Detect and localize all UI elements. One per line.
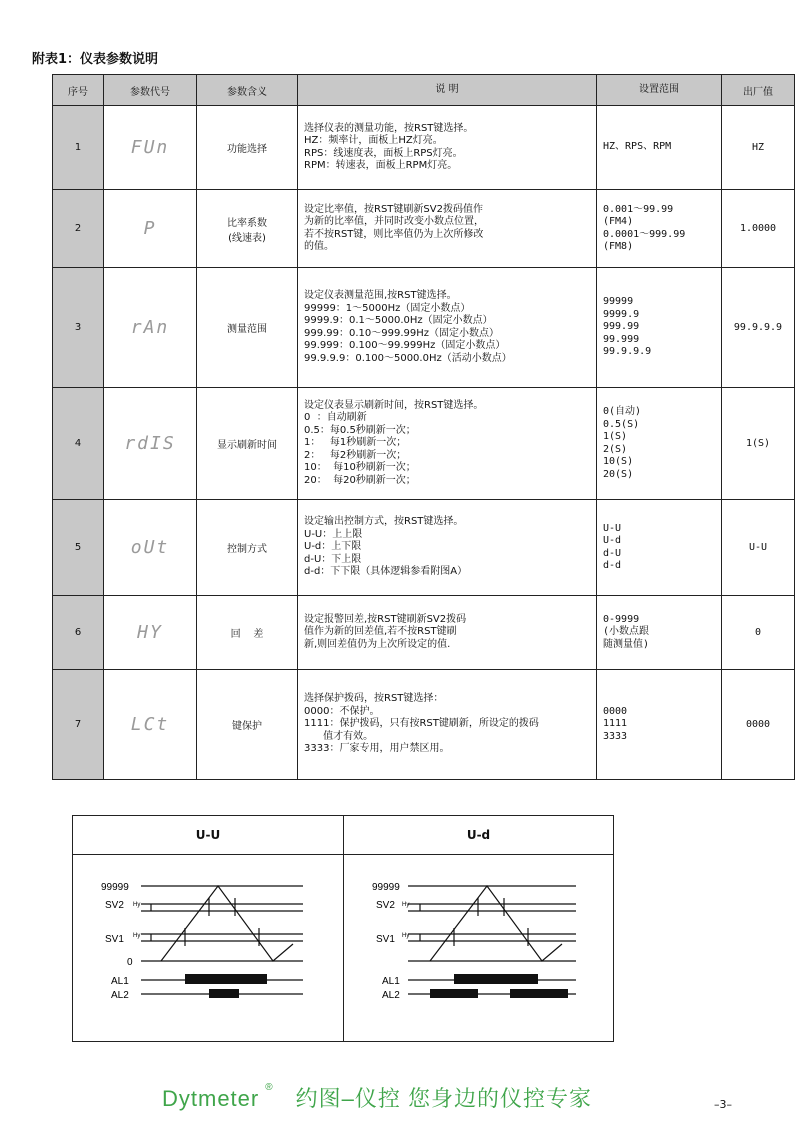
param-range-line: 99.999	[603, 333, 640, 345]
param-range-cell	[597, 500, 722, 596]
brand-name: Dytmeter	[162, 1086, 260, 1111]
param-description-line: 20： 每20秒刷新一次；	[304, 474, 416, 486]
param-range-line: (FM4)	[603, 216, 634, 227]
param-description-line: 0000：不保护。	[304, 705, 380, 717]
registered-mark: ®	[265, 1082, 274, 1093]
param-description-line: 为新的比率值，并同时改变小数点位置，	[304, 216, 484, 227]
label-sv1: SV1	[105, 934, 124, 945]
param-description-cell	[298, 388, 597, 500]
param-range-line: HZ、RPS、RPM	[603, 141, 672, 153]
param-code-cell	[104, 190, 197, 268]
row-number: 5	[53, 500, 104, 596]
param-meaning-cell	[197, 268, 298, 388]
param-meaning-cell	[197, 106, 298, 190]
param-range-cell	[597, 106, 722, 190]
param-description-cell	[298, 500, 597, 596]
al1-active-bar	[185, 974, 267, 984]
default-value: 0	[722, 596, 795, 670]
label-hy-sv2: Hy	[133, 902, 141, 908]
header-default: 出厂值	[722, 75, 795, 106]
measurement-waveform	[430, 886, 562, 961]
param-description-line: 99999：1～5000Hz（固定小数点）	[304, 302, 471, 314]
svg-text:SV2: SV2	[376, 900, 395, 911]
diagram-uu-svg	[73, 816, 343, 1041]
row-number: 2	[53, 190, 104, 268]
param-description-line: U-d：上下限	[304, 541, 362, 553]
table-row	[53, 268, 795, 388]
default-value: 0000	[722, 670, 795, 780]
param-description-line: 2： 每2秒刷新一次；	[304, 449, 407, 461]
param-meaning-line: 键保护	[232, 721, 262, 732]
param-description-line: 若不按RST键，则比率值仍为上次所修改	[304, 228, 484, 240]
param-description-line: 设定仪表显示刷新时间，按RST键选择。	[304, 399, 484, 411]
label-zero: 0	[127, 957, 133, 968]
parameter-table	[52, 74, 795, 780]
param-description-line: 设定报警回差,按RST键刷新SV2拨码	[304, 613, 467, 625]
header-code: 参数代号	[104, 75, 197, 106]
row-number: 4	[53, 388, 104, 500]
param-description-line: 9999.9：0.1～5000.0Hz（固定小数点）	[304, 315, 493, 326]
param-description-line: 0.5：每0.5秒刷新一次；	[304, 424, 416, 436]
param-code-display: HY	[137, 622, 163, 643]
svg-text:AL1: AL1	[382, 976, 400, 987]
table-row	[53, 190, 795, 268]
param-range-line: 1(S)	[603, 431, 628, 442]
param-code-display: LCt	[130, 714, 170, 735]
param-description-line: 的值。	[304, 241, 334, 252]
param-range-line: d-U	[603, 547, 622, 559]
param-description-cell	[298, 106, 597, 190]
default-value: 99.9.9.9	[722, 268, 795, 388]
default-value: 1.0000	[722, 190, 795, 268]
param-description-line: 3333：厂家专用，用户禁区用。	[304, 743, 450, 755]
param-code-display: FUn	[130, 137, 170, 158]
param-range-line: 0.0001～999.99	[603, 228, 686, 240]
param-description-line: 0 ：自动刷新	[304, 412, 367, 424]
param-description-line: RPM：转速表，面板上RPM灯亮。	[304, 160, 458, 171]
param-code-cell	[104, 670, 197, 780]
diagram-panel-title: U-U	[73, 816, 343, 855]
param-range-line: 0(自动)	[603, 406, 642, 417]
measurement-waveform	[161, 886, 293, 961]
param-description-line: 1111：保护拨码，只有按RST键刷新，所设定的拨码	[304, 718, 539, 730]
param-range-line: (小数点跟	[603, 626, 650, 638]
param-range-line: 随测量值)	[603, 638, 650, 650]
label-hy-sv1: Hy	[133, 933, 141, 939]
param-range-line: 0-9999	[603, 613, 640, 625]
alarm-logic-diagram	[72, 815, 614, 1042]
svg-text:Hy: Hy	[402, 933, 410, 939]
default-value: HZ	[722, 106, 795, 190]
param-description-line: 99.999：0.100～99.999Hz（固定小数点）	[304, 340, 506, 351]
param-range-line: d-d	[603, 560, 622, 571]
param-range-line: 2(S)	[603, 443, 628, 455]
param-description-line: 选择仪表的测量功能，按RST键选择。	[304, 122, 474, 134]
param-description-cell	[298, 670, 597, 780]
param-description-cell	[298, 596, 597, 670]
param-meaning-cell	[197, 670, 298, 780]
param-description-line: 10： 每10秒刷新一次；	[304, 462, 416, 474]
param-description-line: 值才有效。	[304, 730, 374, 742]
svg-text:SV1: SV1	[376, 934, 395, 945]
param-range-line: U-U	[603, 522, 622, 534]
param-description-cell	[298, 190, 597, 268]
param-description-line: HZ：频率计，面板上HZ灯亮。	[304, 135, 443, 146]
param-range-line: 9999.9	[603, 308, 640, 320]
param-meaning-cell	[197, 596, 298, 670]
footer-slogan	[162, 1082, 592, 1113]
param-range-cell	[597, 190, 722, 268]
table-header-row	[53, 75, 795, 106]
param-meaning-cell	[197, 388, 298, 500]
table-row	[53, 106, 795, 190]
param-range-line: 0.001～99.99	[603, 203, 674, 215]
param-range-line: 999.99	[603, 321, 640, 333]
header-no: 序号	[53, 75, 104, 106]
table-row	[53, 670, 795, 780]
param-range-cell	[597, 388, 722, 500]
diagram-ud-svg	[344, 816, 613, 1041]
al2-active-bar-2	[510, 989, 568, 998]
param-code-cell	[104, 388, 197, 500]
param-description-line: 新,则回差值仍为上次所设定的值.	[304, 638, 451, 650]
param-code-display: oUt	[130, 537, 170, 558]
diagram-panel-uu	[73, 816, 343, 1041]
param-range-cell	[597, 268, 722, 388]
param-meaning-cell	[197, 190, 298, 268]
param-code-cell	[104, 500, 197, 596]
param-range-line: (FM8)	[603, 241, 634, 252]
param-meaning-line: 比率系数	[227, 217, 267, 229]
param-description-line: d-U：下上限	[304, 553, 362, 565]
page-title: 附表1：仪表参数说明	[32, 52, 159, 67]
diagram-panel-ud	[344, 816, 613, 1041]
label-99999: 99999	[101, 882, 129, 893]
param-range-cell	[597, 670, 722, 780]
param-code-cell	[104, 268, 197, 388]
param-description-cell	[298, 268, 597, 388]
param-description-line: 值作为新的回差值,若不按RST键刷	[304, 626, 457, 638]
row-number: 3	[53, 268, 104, 388]
param-meaning-line: 回 差	[230, 629, 264, 640]
param-meaning-line: 功能选择	[227, 144, 267, 155]
param-range-line: 20(S)	[603, 468, 634, 480]
label-al2: AL2	[111, 990, 129, 1001]
param-meaning-cell	[197, 500, 298, 596]
label-al1: AL1	[111, 976, 129, 987]
svg-text:Hy: Hy	[402, 902, 410, 908]
param-range-line: 0000	[603, 705, 628, 717]
row-number: 1	[53, 106, 104, 190]
header-meaning: 参数含义	[197, 75, 298, 106]
row-number: 6	[53, 596, 104, 670]
table-row	[53, 500, 795, 596]
svg-text:AL2: AL2	[382, 990, 400, 1001]
param-range-line: 0.5(S)	[603, 418, 640, 430]
param-code-cell	[104, 106, 197, 190]
table-row	[53, 596, 795, 670]
param-meaning-line: 显示刷新时间	[217, 440, 277, 451]
param-description-line: 设定输出控制方式，按RST键选择。	[304, 516, 464, 528]
param-description-line: 99.9.9.9：0.100～5000.0Hz（活动小数点）	[304, 352, 512, 364]
slogan-text: 约图–仪控 您身边的仪控专家	[295, 1086, 592, 1111]
label-sv2: SV2	[105, 900, 124, 911]
row-number: 7	[53, 670, 104, 780]
param-code-display: rdIS	[124, 433, 176, 454]
param-range-line: U-d	[603, 535, 622, 546]
al2-active-bar	[209, 989, 239, 998]
al2-active-bar-1	[430, 989, 478, 998]
param-description-line: RPS：线速度表，面板上RPS灯亮。	[304, 147, 463, 159]
param-meaning-line: 控制方式	[227, 544, 267, 555]
param-range-cell	[597, 596, 722, 670]
param-description-line: 设定仪表测量范围,按RST键选择。	[304, 290, 457, 301]
param-range-line: 10(S)	[603, 456, 634, 467]
param-code-display: P	[143, 218, 157, 239]
param-code-display: rAn	[130, 317, 170, 338]
al1-active-bar	[454, 974, 538, 984]
param-description-line: U-U：上上限	[304, 528, 363, 540]
param-code-cell	[104, 596, 197, 670]
param-description-line: 1： 每1秒刷新一次；	[304, 437, 407, 449]
param-range-line: 3333	[603, 730, 628, 742]
param-meaning-line: (线速表)	[228, 232, 266, 244]
table-row	[53, 388, 795, 500]
default-value: 1(S)	[722, 388, 795, 500]
svg-text:99999: 99999	[372, 882, 400, 893]
header-range: 设置范围	[597, 75, 722, 106]
param-range-line: 99999	[603, 296, 634, 308]
param-description-line: 设定比率值，按RST键刷新SV2拨码值作	[304, 203, 483, 215]
param-range-line: 99.9.9.9	[603, 346, 652, 358]
param-meaning-line: 测量范围	[227, 324, 267, 335]
diagram-panel-title: U-d	[344, 816, 613, 855]
default-value: U-U	[722, 500, 795, 596]
param-description-line: 999.99：0.10～999.99Hz（固定小数点）	[304, 327, 500, 339]
page-number: –3–	[714, 1098, 732, 1111]
param-description-line: 选择保护拨码，按RST键选择：	[304, 693, 444, 705]
header-description: 说 明	[298, 75, 597, 106]
param-range-line: 1111	[603, 718, 628, 730]
param-description-line: d-d：下下限（具体逻辑参看附图A）	[304, 566, 468, 578]
